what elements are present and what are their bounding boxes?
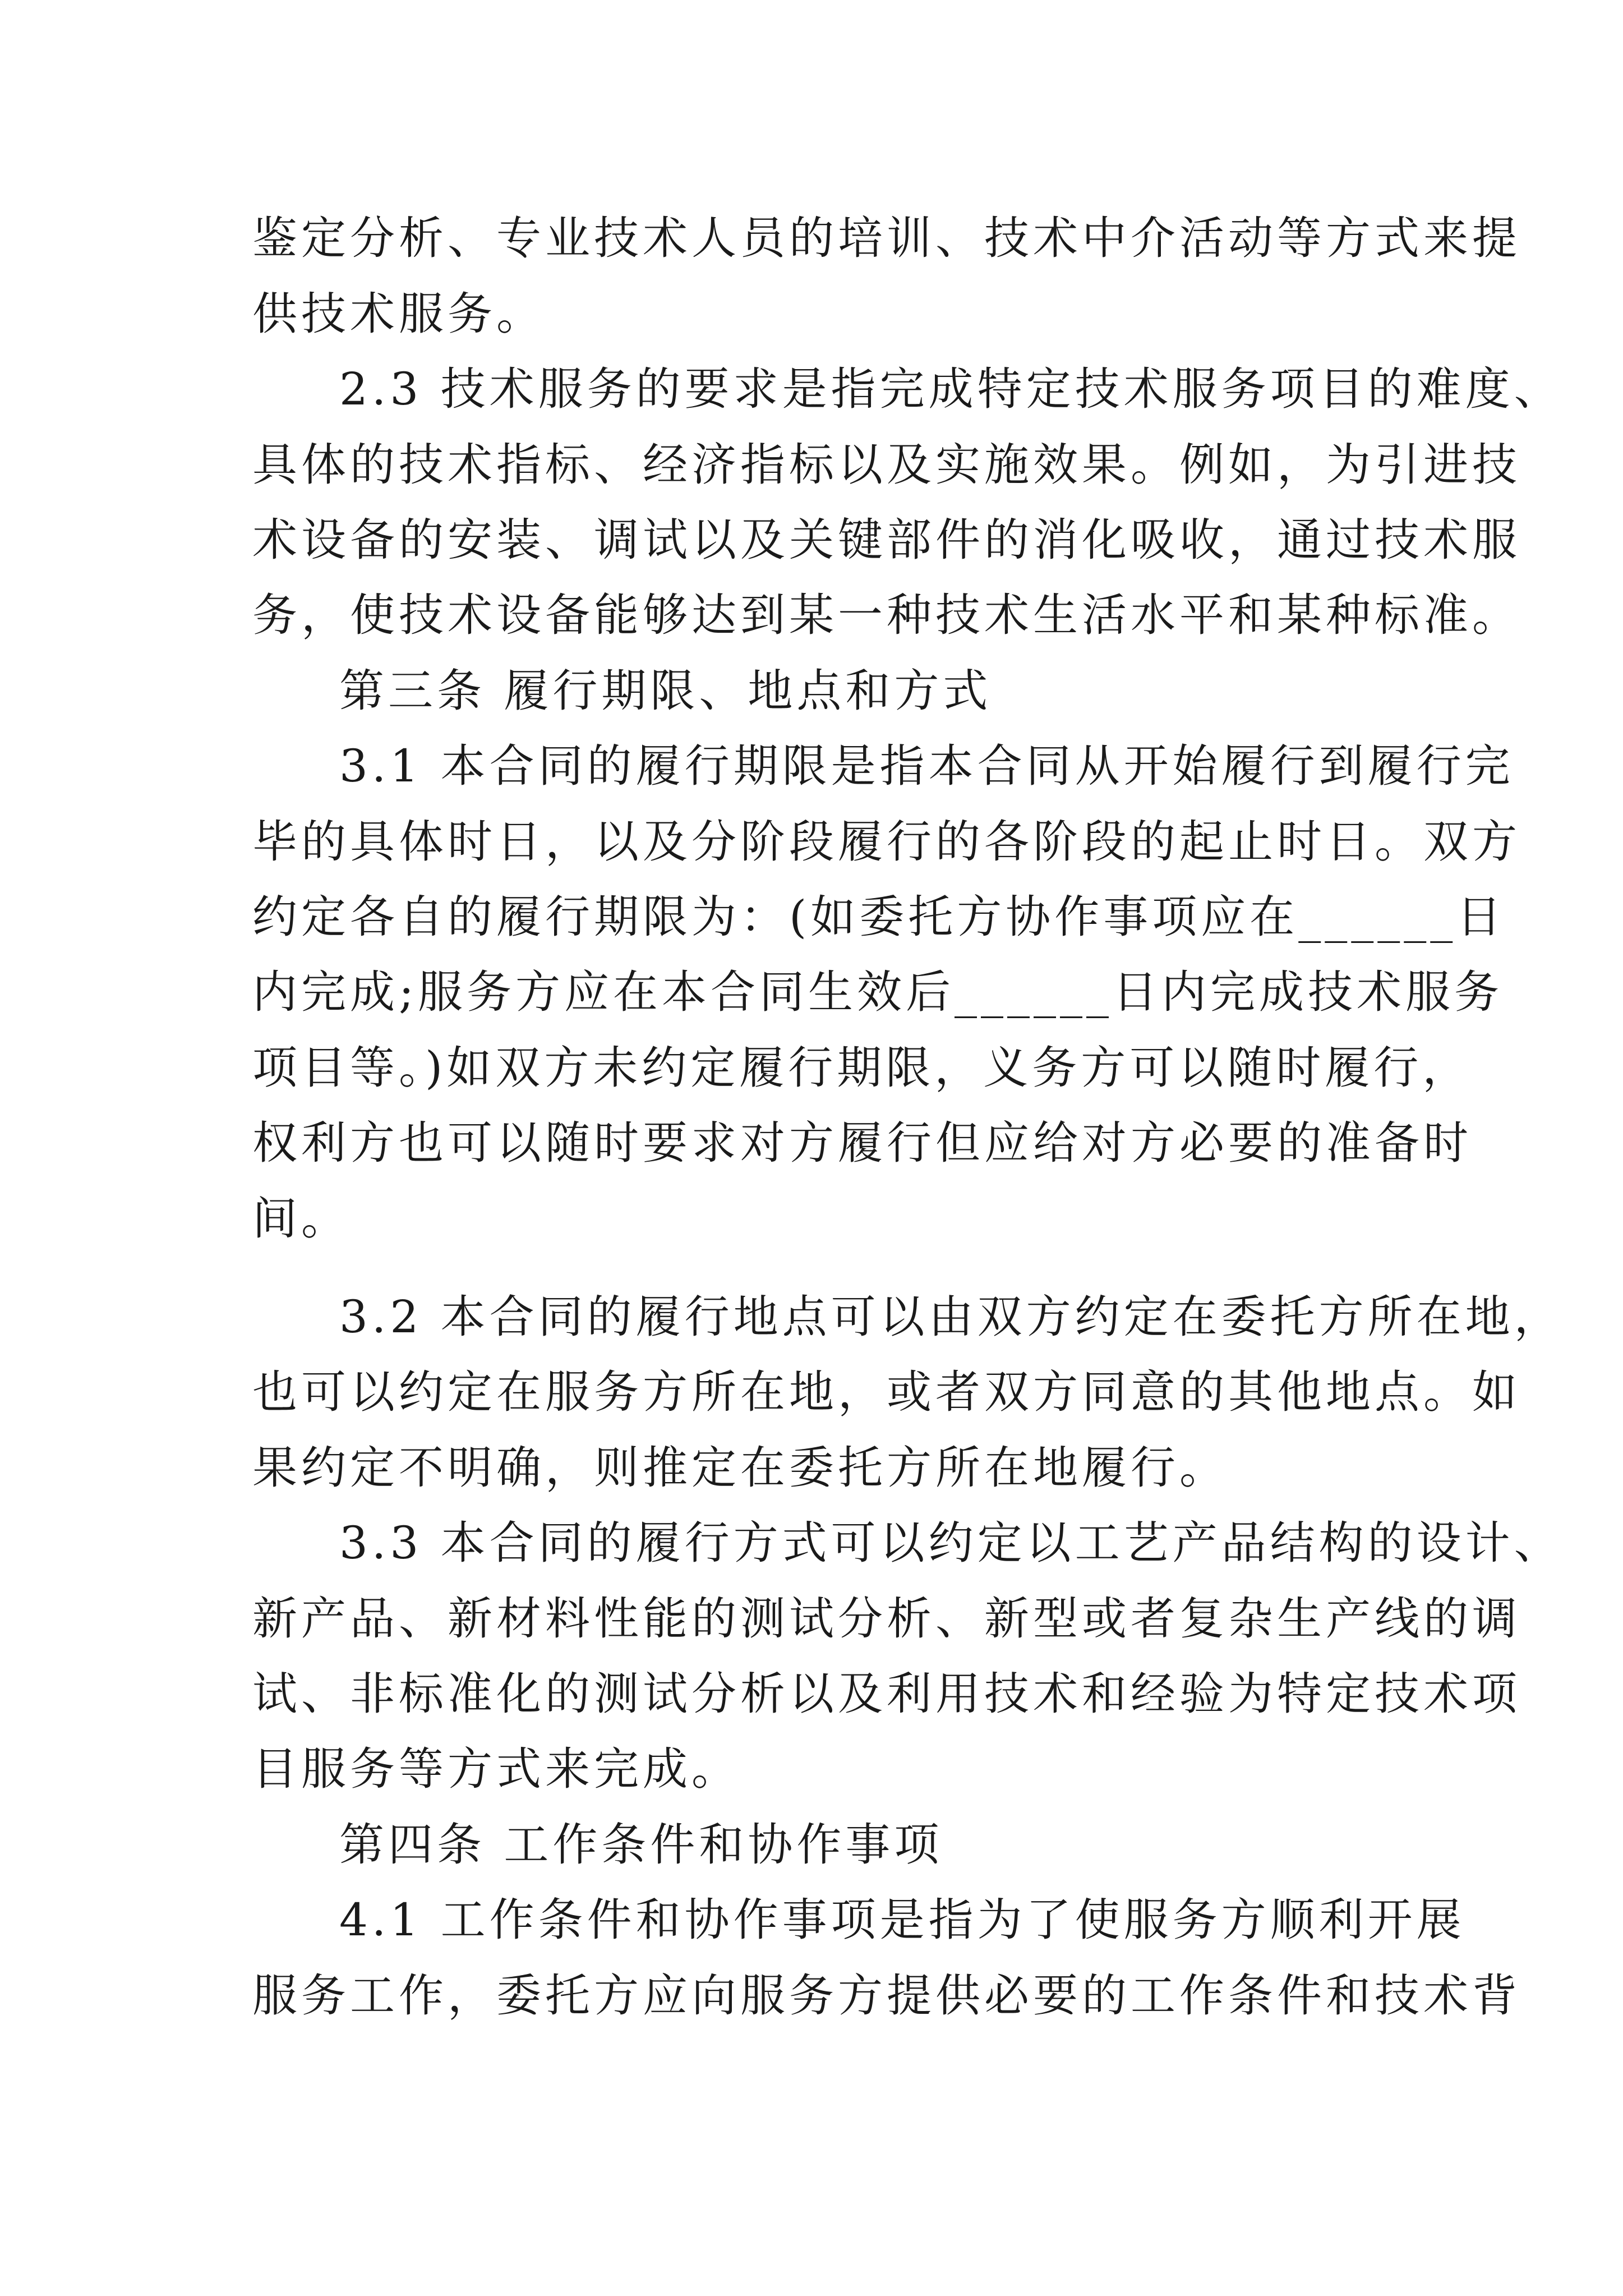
text-line: 术设备的安装、调试以及关键部件的消化吸收，通过技术服 <box>252 514 1521 566</box>
text-line: 也可以约定在服务方所在地，或者双方同意的其他地点。如 <box>252 1366 1521 1418</box>
text-line: 新产品、新材料性能的测试分析、新型或者复杂生产线的调 <box>252 1593 1521 1645</box>
paragraph-3-1: 3.1 本合同的履行期限是指本合同从开始履行到履行完 <box>339 740 1514 792</box>
text-line: 鉴定分析、专业技术人员的培训、技术中介活动等方式来提 <box>252 212 1521 264</box>
paragraph-3-2: 3.2 本合同的履行地点可以由双方约定在委托方所在地， <box>339 1291 1563 1343</box>
text-line: 务，使技术设备能够达到某一种技术生活水平和某种标准。 <box>252 589 1521 641</box>
text-line: 服务工作，委托方应向服务方提供必要的工作条件和技术背 <box>252 1970 1521 2022</box>
paragraph-2-3: 2.3 技术服务的要求是指完成特定技术服务项目的难度、 <box>339 363 1563 415</box>
text-line: 供技术服务。 <box>252 288 545 340</box>
paragraph-4-1: 4.1 工作条件和协作事项是指为了使服务方顺利开展 <box>339 1894 1465 1946</box>
section-heading-article-4: 第四条 工作条件和协作事项 <box>339 1819 943 1871</box>
text-line: 内完成;服务方应在本合同生效后______日内完成技术服务 <box>252 966 1503 1018</box>
text-line: 试、非标准化的测试分析以及利用技术和经验为特定技术项 <box>252 1668 1521 1720</box>
paragraph-3-3: 3.3 本合同的履行方式可以约定以工艺产品结构的设计、 <box>339 1517 1563 1569</box>
text-line: 目服务等方式来完成。 <box>252 1743 740 1795</box>
text-line: 约定各自的履行期限为：(如委托方协作事项应在______日 <box>252 891 1506 943</box>
text-line: 具体的技术指标、经济指标以及实施效果。例如，为引进技 <box>252 439 1521 491</box>
text-line: 项目等。)如双方未约定履行期限，义务方可以随时履行， <box>252 1042 1472 1094</box>
text-line: 毕的具体时日，以及分阶段履行的各阶段的起止时日。双方 <box>252 816 1521 868</box>
text-line: 权利方也可以随时要求对方履行但应给对方必要的准备时 <box>252 1117 1472 1169</box>
section-heading-article-3: 第三条 履行期限、地点和方式 <box>339 665 992 717</box>
text-line: 果约定不明确，则推定在委托方所在地履行。 <box>252 1442 1228 1494</box>
text-line: 间。 <box>252 1193 350 1245</box>
